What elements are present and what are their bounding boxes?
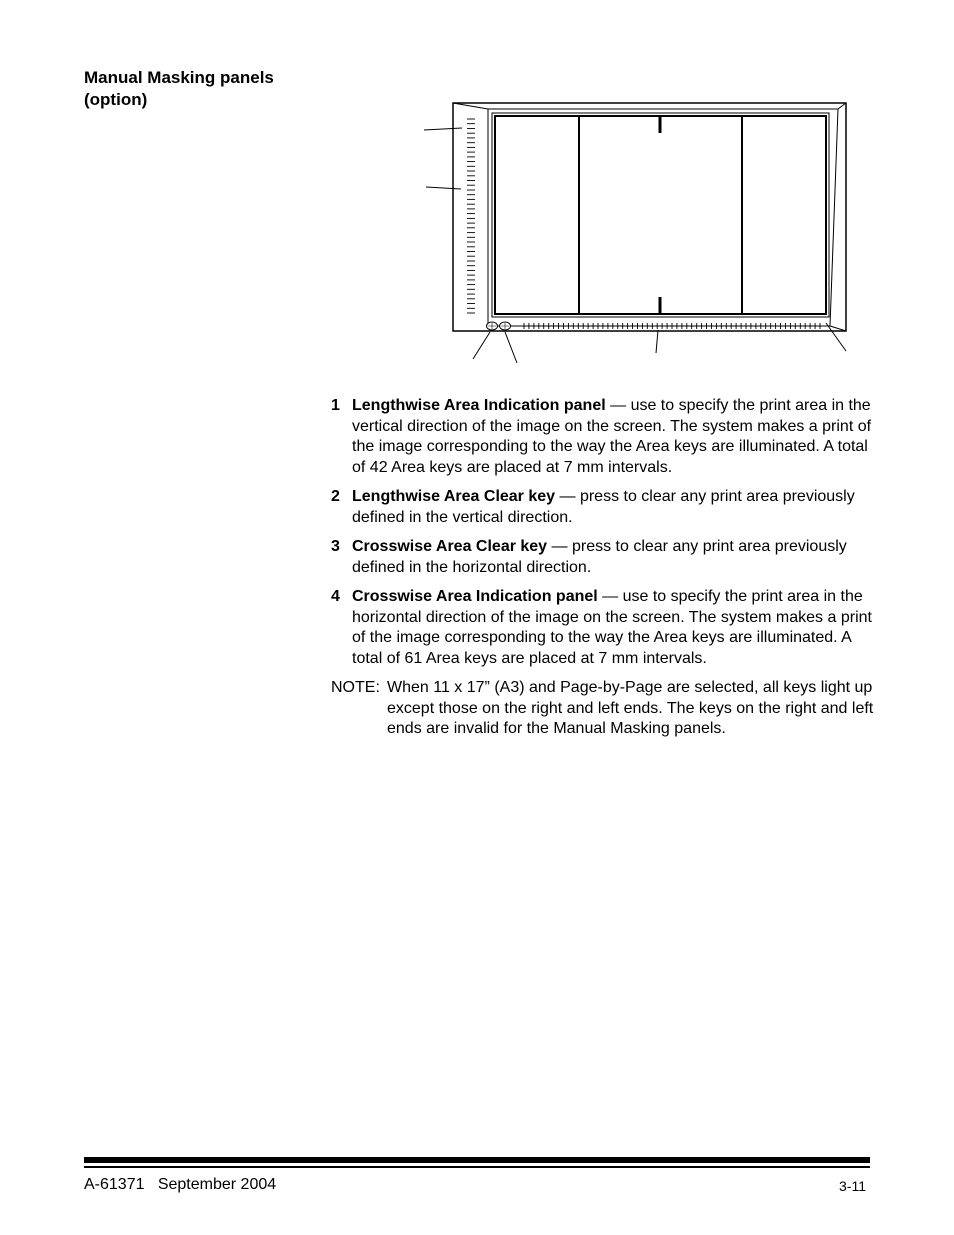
section-title-line-1: Manual Masking panels bbox=[84, 68, 274, 87]
leader-line-lengthwise-panel-2 bbox=[426, 187, 461, 189]
panel-bevel bbox=[488, 109, 838, 326]
item-term: Lengthwise Area Indication panel bbox=[352, 397, 606, 414]
crosswise-area-clear-key bbox=[500, 322, 511, 330]
list-item bbox=[331, 537, 876, 578]
item-number: 3 bbox=[331, 538, 340, 555]
item-term: Lengthwise Area Clear key bbox=[352, 488, 556, 505]
item-number: 2 bbox=[331, 488, 340, 505]
masking-panel-figure bbox=[420, 95, 860, 375]
footer-doc-info: A-61371 September 2004 bbox=[84, 1176, 277, 1193]
section-title-line-2: (option) bbox=[84, 90, 148, 109]
item-description: — use to specify the print area in the horizontal direction of the image on the screen. The system makes a print of the image corresponding to the way the Area keys are illuminated. A total of 61 Area keys are placed at 7 mm intervals. bbox=[352, 588, 872, 667]
item-description: — use to specify the print area in the vertical direction of the image on the screen. The system makes a print of the image corresponding to the way the Area keys are illuminated. A total of 42 Area keys are placed at 7 mm intervals. bbox=[352, 397, 872, 476]
screen-outer-border bbox=[492, 113, 829, 317]
item-number: 4 bbox=[331, 588, 340, 605]
footer-page-number: 3-11 bbox=[839, 1178, 866, 1194]
leader-line-crosswise-clear-key bbox=[505, 332, 517, 363]
leader-line-lengthwise-panel bbox=[424, 128, 462, 130]
crosswise-area-indication-panel bbox=[524, 323, 820, 329]
item-description: — press to clear any print area previously defined in the vertical direction. bbox=[352, 488, 855, 526]
footer-rule-thin bbox=[84, 1166, 870, 1168]
list-item bbox=[331, 587, 876, 669]
footer-rule-thick bbox=[84, 1157, 870, 1163]
list-item bbox=[331, 396, 876, 478]
lengthwise-area-indication-panel bbox=[467, 119, 475, 313]
screen-area bbox=[495, 116, 826, 314]
note-text: When 11 x 17” (A3) and Page-by-Page are selected, all keys light up except those on the right and left ends. The keys on the right and left ends are invalid for the Manual Masking panels. bbox=[387, 679, 874, 737]
note bbox=[331, 678, 876, 740]
leader-line-lengthwise-clear-key bbox=[473, 332, 490, 359]
list-item bbox=[331, 487, 876, 528]
panel-outer-frame bbox=[453, 103, 846, 331]
item-term: Crosswise Area Clear key bbox=[352, 538, 548, 555]
item-list bbox=[331, 396, 876, 740]
section-title bbox=[84, 67, 324, 111]
item-description: — press to clear any print area previously defined in the horizontal direction. bbox=[352, 538, 847, 576]
item-term: Crosswise Area Indication panel bbox=[352, 588, 598, 605]
item-number: 1 bbox=[331, 397, 340, 414]
note-label: NOTE: bbox=[331, 679, 380, 696]
masking-panel-diagram bbox=[420, 95, 860, 370]
leader-line-panel-corner bbox=[826, 323, 846, 351]
lengthwise-area-clear-key bbox=[487, 322, 498, 330]
leader-line-crosswise-panel bbox=[656, 330, 658, 353]
